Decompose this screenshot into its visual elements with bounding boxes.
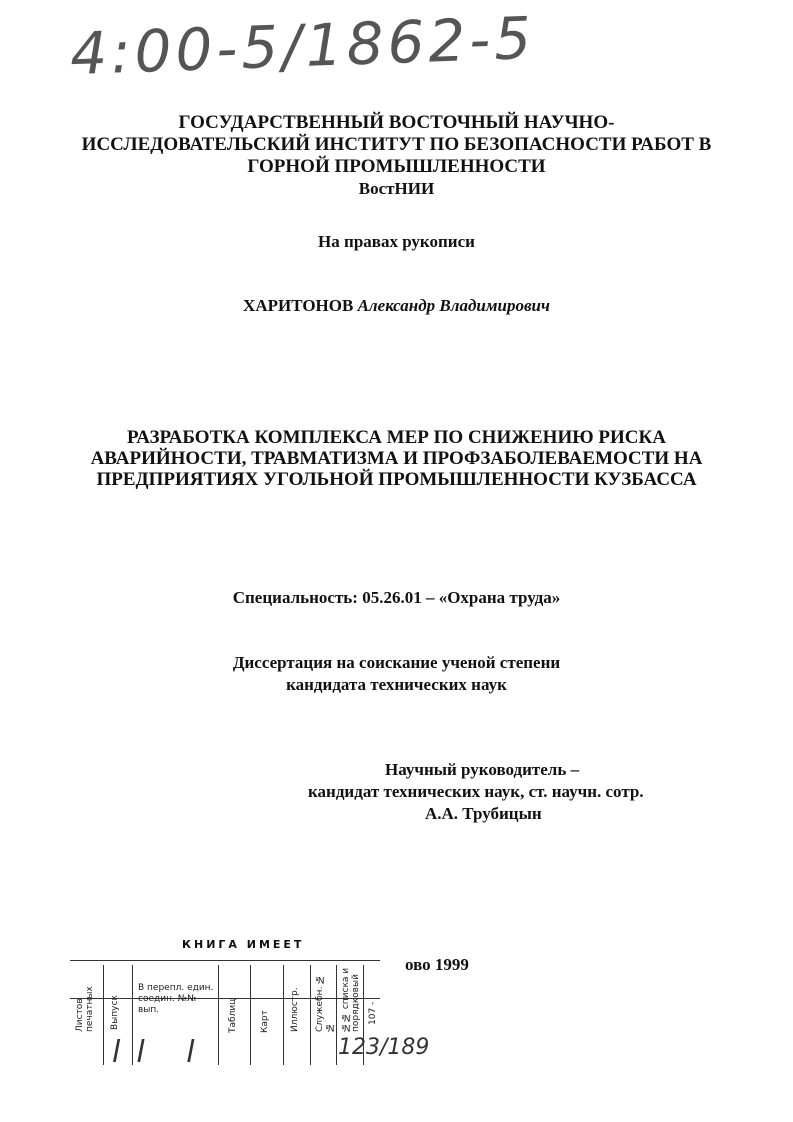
stamp-column-label: Иллюстр.	[290, 987, 300, 1032]
institution-line-3: ГОРНОЙ ПРОМЫШЛЕННОСТИ	[247, 156, 546, 177]
place-year: ово 1999	[405, 955, 469, 974]
stamp-column-label: Листов печатных	[75, 986, 95, 1032]
stamp-handwritten-number: 123/189	[338, 1035, 430, 1060]
stamp-top-rule	[70, 960, 380, 961]
stamp-divider	[310, 965, 311, 1065]
stamp-divider	[250, 965, 251, 1065]
stamp-column-label: Служебн. №№	[315, 973, 335, 1032]
supervisor-line-2: кандидат технических наук, ст. научн. сотр.	[308, 782, 644, 801]
supervisor-line-3: А.А. Трубицын	[425, 804, 542, 823]
stamp-column-label: Выпуск	[110, 995, 120, 1030]
stamp-divider	[283, 965, 284, 1065]
title-line-3: ПРЕДПРИЯТИЯХ УГОЛЬНОЙ ПРОМЫШЛЕННОСТИ КУЗБАССА	[96, 469, 697, 490]
stamp-column-label: №№ списка и порядковый	[341, 967, 361, 1032]
institution-line-2: ИССЛЕДОВАТЕЛЬСКИЙ ИНСТИТУТ ПО БЕЗОПАСНОСТИ РАБОТ В	[81, 134, 712, 155]
archive-number: 4:00-5/1862-5	[68, 3, 537, 89]
institution-abbr: ВостНИИ	[358, 179, 435, 198]
author-surname: ХАРИТОНОВ	[243, 296, 354, 315]
stamp-divider	[336, 965, 337, 1065]
stamp-divider	[103, 965, 104, 1065]
supervisor-line-1: Научный руководитель –	[385, 760, 580, 779]
stamp-header: КНИГА ИМЕЕТ	[182, 938, 305, 951]
stamp-column-label: 107 -	[368, 1001, 378, 1025]
author-name	[0, 296, 793, 316]
stamp-column-label: В перепл. един. соедин. №№ вып.	[138, 983, 214, 1015]
specialty: Специальность: 05.26.01 – «Охрана труда»	[232, 588, 561, 607]
stamp-column-label: Таблиц	[228, 998, 238, 1033]
title-line-2: АВАРИЙНОСТИ, ТРАВМАТИЗМА И ПРОФЗАБОЛЕВАЕМОСТИ НА	[90, 448, 703, 469]
title-line-1: РАЗРАБОТКА КОМПЛЕКСА МЕР ПО СНИЖЕНИЮ РИСКА	[127, 427, 666, 448]
author-given-name: Александр Владимирович	[357, 296, 550, 315]
stamp-column-label: Карт	[260, 1010, 270, 1033]
manuscript-note: На правах рукописи	[318, 232, 475, 251]
stamp-tally-marks: ll l	[112, 1035, 211, 1070]
degree-line-2: кандидата технических наук	[286, 675, 507, 694]
institution-line-1: ГОСУДАРСТВЕННЫЙ ВОСТОЧНЫЙ НАУЧНО-	[178, 112, 615, 133]
degree-line-1: Диссертация на соискание ученой степени	[232, 653, 561, 672]
stamp-divider	[218, 965, 219, 1065]
